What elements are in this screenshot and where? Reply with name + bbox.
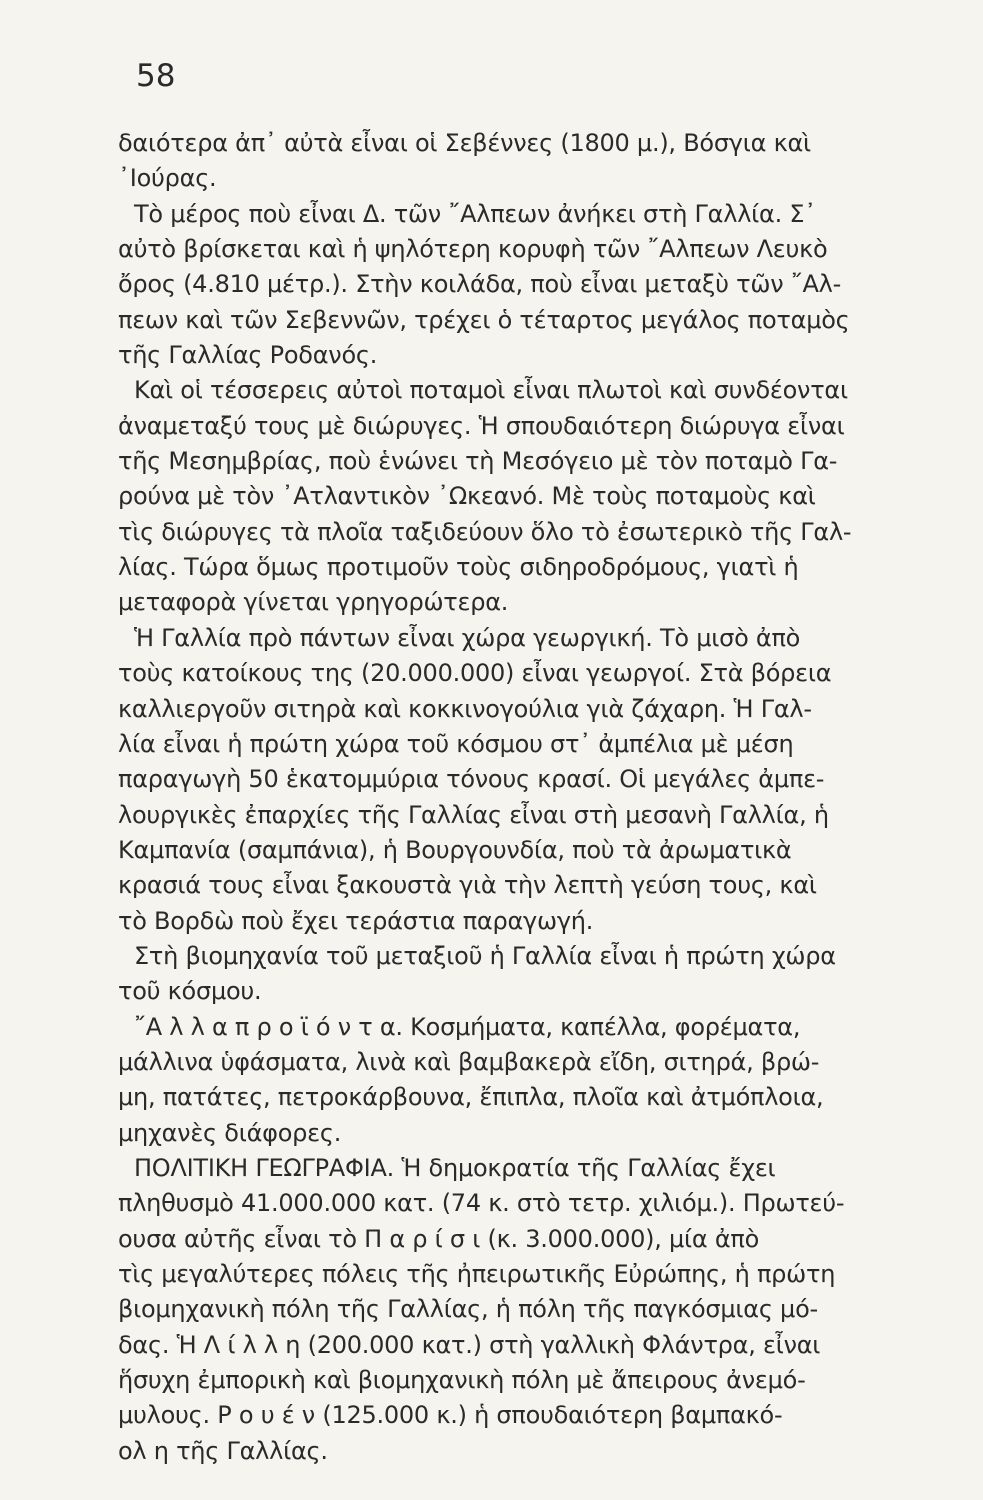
text-line: ολ η τῆς Γαλλίας.	[118, 1436, 328, 1465]
text-line: κρασιά τους εἶναι ξακουστὰ γιὰ τὴν λεπτὴ γεύση τους, καὶ	[118, 871, 817, 900]
text-line: λία εἶναι ἡ πρώτη χώρα τοῦ κόσμου στ᾽ ἀμπέλια μὲ μέση	[118, 729, 794, 758]
text-line: μυλους. Ρ ο υ έ ν (125.000 κ.) ἡ σπουδαιότερη βαμπακό-	[118, 1401, 783, 1430]
text-line: λουργικὲς ἐπαρχίες τῆς Γαλλίας εἶναι στὴ μεσανὴ Γαλλία, ἡ	[118, 800, 829, 829]
text-line: δας. Ἡ Λ ί λ λ η (200.000 κατ.) στὴ γαλλικὴ Φλάντρα, εἶναι	[118, 1330, 821, 1359]
text-line: λίας. Τώρα ὅμως προτιμοῦν τοὺς σιδηροδρόμους, γιατὶ ἡ	[118, 553, 799, 582]
text-line: μεταφορὰ γίνεται γρηγορώτερα.	[118, 588, 509, 617]
text-line: ουσα αὐτῆς εἶναι τὸ Π α ρ ί σ ι (κ. 3.000.000), μία ἀπὸ	[118, 1224, 760, 1253]
text-line: τοὺς κατοίκους της (20.000.000) εἶναι γεωργοί. Στὰ βόρεια	[118, 659, 832, 688]
text-line: ρούνα μὲ τὸν ᾽Ατλαντικὸν ᾽Ωκεανό. Μὲ τοὺς ποταμοὺς καὶ	[118, 482, 816, 511]
text-line: τὸ Βορδὼ ποὺ ἔχει τεράστια παραγωγή.	[118, 906, 594, 935]
text-line: τὶς μεγαλύτερες πόλεις τῆς ἠπειρωτικῆς Εὐρώπης, ἡ πρώτη	[118, 1260, 836, 1288]
text-line: μάλλινα ὑφάσματα, λινὰ καὶ βαμβακερὰ εἴδη, σιτηρά, βρώ-	[118, 1047, 820, 1076]
text-line: Καὶ οἱ τέσσερεις αὐτοὶ ποταμοὶ εἶναι πλωτοὶ καὶ συνδέονται	[134, 376, 848, 405]
text-line: τῆς Μεσημβρίας, ποὺ ἑνώνει τὴ Μεσόγειο μὲ τὸν ποταμὸ Γα-	[118, 447, 838, 476]
text-line: ᾽Ιούρας.	[118, 164, 217, 193]
text-line: Ἡ Γαλλία πρὸ πάντων εἶναι χώρα γεωργική. Τὸ μισὸ ἀπὸ	[134, 623, 801, 652]
body-text	[118, 126, 954, 1469]
text-line: αὐτὸ βρίσκεται καὶ ἡ ψηλότερη κορυφὴ τῶν ῎Αλπεων Λευκὸ	[118, 235, 828, 264]
text-line: βιομηχανικὴ πόλη τῆς Γαλλίας, ἡ πόλη τῆς παγκόσμιας μό-	[118, 1295, 818, 1324]
text-line: ἥσυχη ἐμπορικὴ καὶ βιομηχανικὴ πόλη μὲ ἄπειρους ἀνεμό-	[118, 1366, 806, 1395]
text-line: δαιότερα ἀπ᾽ αὐτὰ εἶναι οἱ Σεβέννες (1800 μ.), Βόσγια καὶ	[118, 129, 811, 157]
text-line: τοῦ κόσμου.	[118, 977, 262, 1006]
text-line: Τὸ μέρος ποὺ εἶναι Δ. τῶν ῎Αλπεων ἀνήκει στὴ Γαλλία. Σ᾽	[134, 199, 817, 228]
text-line: ῎Α λ λ α π ρ ο ϊ ό ν τ α. Κοσμήματα, καπέλλα, φορέματα,	[134, 1012, 801, 1041]
text-line: μη, πατάτες, πετροκάρβουνα, ἔπιπλα, πλοῖα καὶ ἀτμόπλοια,	[118, 1083, 824, 1112]
text-line: ὄρος (4.810 μέτρ.). Στὴν κοιλάδα, ποὺ εἶναι μεταξὺ τῶν ῎Αλ-	[118, 270, 842, 299]
text-line: Καμπανία (σαμπάνια), ἡ Βουργουνδία, ποὺ τὰ ἀρωματικὰ	[118, 835, 792, 864]
text-line: πεων καὶ τῶν Σεβεννῶν, τρέχει ὁ τέταρτος μεγάλος ποταμὸς	[118, 305, 850, 334]
text-line: καλλιεργοῦν σιτηρὰ καὶ κοκκινογούλια γιὰ ζάχαρη. Ἡ Γαλ-	[118, 694, 812, 723]
text-line: ἀναμεταξύ τους μὲ διώρυγες. Ἡ σπουδαιότερη διώρυγα εἶναι	[118, 411, 845, 440]
text-line: Στὴ βιομηχανία τοῦ μεταξιοῦ ἡ Γαλλία εἶναι ἡ πρώτη χώρα	[134, 941, 836, 970]
page-number: 58	[136, 58, 176, 94]
text-line: μηχανὲς διάφορες.	[118, 1118, 342, 1147]
text-line: τὶς διώρυγες τὰ πλοῖα ταξιδεύουν ὅλο τὸ ἐσωτερικὸ τῆς Γαλ-	[118, 517, 852, 546]
text-line: πληθυσμὸ 41.000.000 κατ. (74 κ. στὸ τετρ. χιλιόμ.). Πρωτεύ-	[118, 1189, 845, 1218]
text-line: παραγωγὴ 50 ἑκατομμύρια τόνους κρασί. Οἱ μεγάλες ἀμπε-	[118, 765, 825, 794]
text-line: τῆς Γαλλίας Ροδανός.	[118, 341, 378, 370]
text-line: ΠΟΛΙΤΙΚΗ ΓΕΩΓΡΑΦΙΑ. Ἡ δημοκρατία τῆς Γαλλίας ἔχει	[134, 1153, 776, 1182]
